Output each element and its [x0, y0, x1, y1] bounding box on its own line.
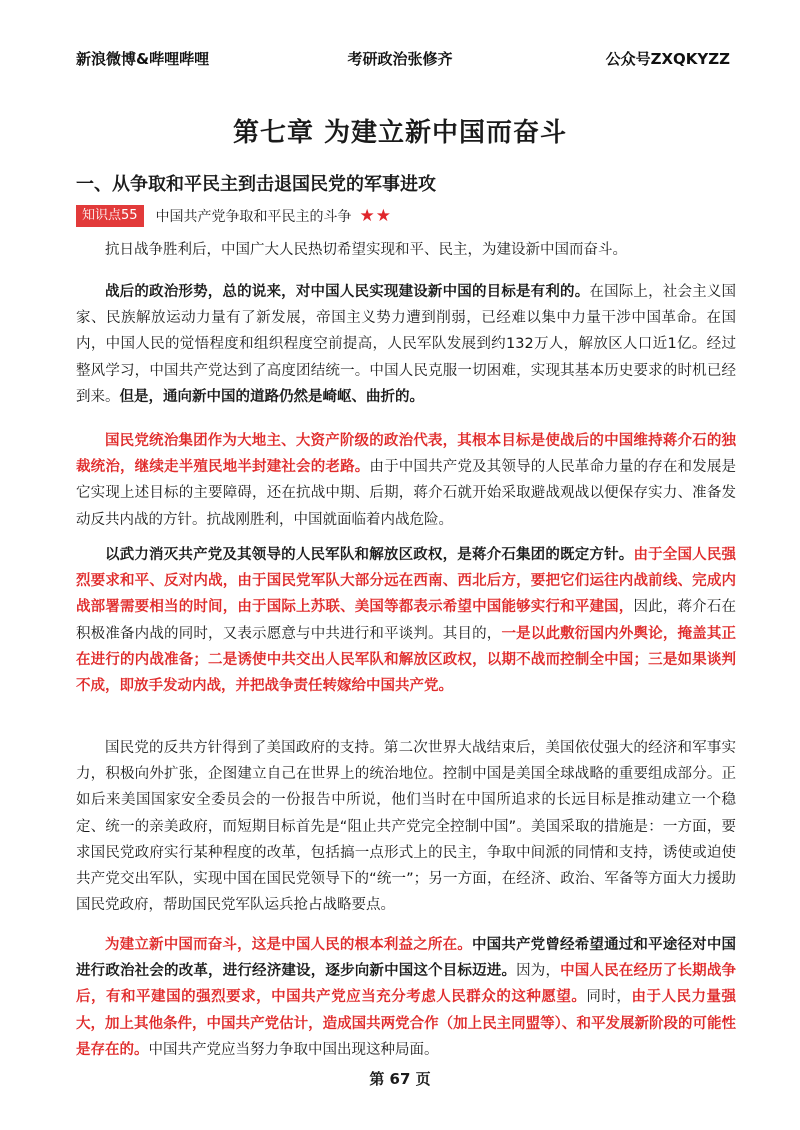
body-text: 在国际上，社会主义国家、民族解放运动力量有了新发展，帝国主义势力遭到削弱，已经难以集中力量干涉中国革命。在国内，中国人民的觉悟程度和组织程度空前提高，人民军队发展到约132万人，解放区人口近1亿。经过整风学习，中国共产党达到了高度团结统一。中国人民克服一切困难，实现其基本历史要求的时机已经到来。 [76, 284, 736, 405]
knowledge-point-badge: 知识点55 [76, 205, 144, 227]
paragraph-1 [76, 237, 736, 263]
knowledge-point-row [76, 204, 392, 228]
bold-text: 中国共产党曾经希望通过和平途径对中国进行政治社会的改革，进行经济建设，逐步向新中国这个目标迈进。 [76, 937, 737, 980]
bold-text: 以武力消灭共产党及其领导的人民军队和解放区政权，是蒋介石集团的既定方针。 [105, 547, 634, 563]
paragraph-5 [76, 735, 736, 918]
highlighted-text: 为建立新中国而奋斗，这是中国人民的根本利益之所在。 [105, 937, 472, 953]
page-number: 第 67 页 [369, 1070, 431, 1088]
highlighted-text: 国民党统治集团作为大地主、大资产阶级的政治代表，其根本目标是使战后的中国维持蒋介石的独裁统治，继续走半殖民地半封建社会的老路。 [76, 433, 736, 476]
body-text: 中国共产党应当努力争取中国出现这种局面。 [148, 1041, 439, 1058]
header-author: 考研政治张修齐 [347, 50, 453, 68]
highlighted-text: 一是以此敷衍国内外舆论，掩盖其正在进行的内战准备；二是诱使中共交出人民军队和解放区政权，以期不战而控制全中国；三是如果谈判不成，即放手发动内战，并把战争责任转嫁给中国共产党。 [76, 625, 737, 695]
bold-text: 但是，通向新中国的道路仍然是崎岖、曲折的。 [119, 388, 424, 405]
section-title: 一、从争取和平民主到击退国民党的军事进攻 [76, 174, 436, 195]
body-text: 抗日战争胜利后，中国广大人民热切希望实现和平、民主，为建设新中国而奋斗。 [105, 242, 627, 258]
body-text: 同时， [586, 989, 632, 1006]
chapter-title: 第七章 为建立新中国而奋斗 [232, 118, 568, 148]
knowledge-point-title: 中国共产党争取和平民主的斗争 [155, 209, 352, 225]
paragraph-4 [76, 542, 736, 699]
paragraph-3 [76, 428, 736, 533]
highlighted-text: 中国人民在经历了长期战争后，有和平建国的强烈要求，中国共产党应当充分考虑人民群众的这种愿望。 [76, 963, 737, 1006]
highlighted-text: 由于人民力量强大，加上其他条件，中国共产党估计，造成国共两党合作（加上民主同盟等）、和平发展新阶段的可能性是存在的。 [76, 989, 737, 1058]
bold-text: 战后的政治形势，总的说来，对中国人民实现建设新中国的目标是有利的。 [105, 284, 590, 300]
paragraph-2 [76, 279, 736, 410]
header-wechat-account: 公众号ZXQKYZZ [605, 50, 730, 68]
body-text: 由于中国共产党及其领导的人民革命力量的存在和发展是它实现上述目标的主要障碍，还在抗战中期、后期，蒋介石就开始采取避战观战以便保存实力、准备发动反共内战的方针。抗战刚胜利，中国就面临着内战危险。 [76, 459, 737, 528]
body-text: 因为， [516, 963, 561, 980]
body-text: 因此，蒋介石在积极准备内战的同时，又表示愿意与中共进行和平谈判。其目的， [76, 599, 737, 642]
paragraph-6 [76, 932, 736, 1063]
importance-stars-icon: ★★ [359, 206, 393, 226]
body-text: 国民党的反共方针得到了美国政府的支持。第二次世界大战结束后，美国依仗强大的经济和军事实力，积极向外扩张，企图建立自己在世界上的统治地位。控制中国是美国全球战略的重要组成部分。正如后来美国国家安全委员会的一份报告中所说，他们当时在中国所追求的长远目标是推动建立一个稳定、统一的亲美政府，而短期目标首先是“阻止共产党完全控制中国”。美国采取的措施是：一方面，要求国民党政府实行某种程度的改革，包括搞一点形式上的民主，争取中间派的同情和支持，诱使或迫使共产党交出军队，实现中国在国民党领导下的“统一”；另一方面，在经济、政治、军备等方面大力援助国民党政府，帮助国民党军队运兵抢占战略要点。 [76, 740, 736, 914]
highlighted-text: 由于全国人民强烈要求和平、反对内战，由于国民党军队大部分远在西南、西北后方，要把它们运往内战前线、完成内战部署需要相当的时间，由于国际上苏联、美国等都表示希望中国能够实行和平建国， [76, 547, 737, 616]
header-weibo-bilibili: 新浪微博&哔哩哔哩 [76, 50, 210, 68]
